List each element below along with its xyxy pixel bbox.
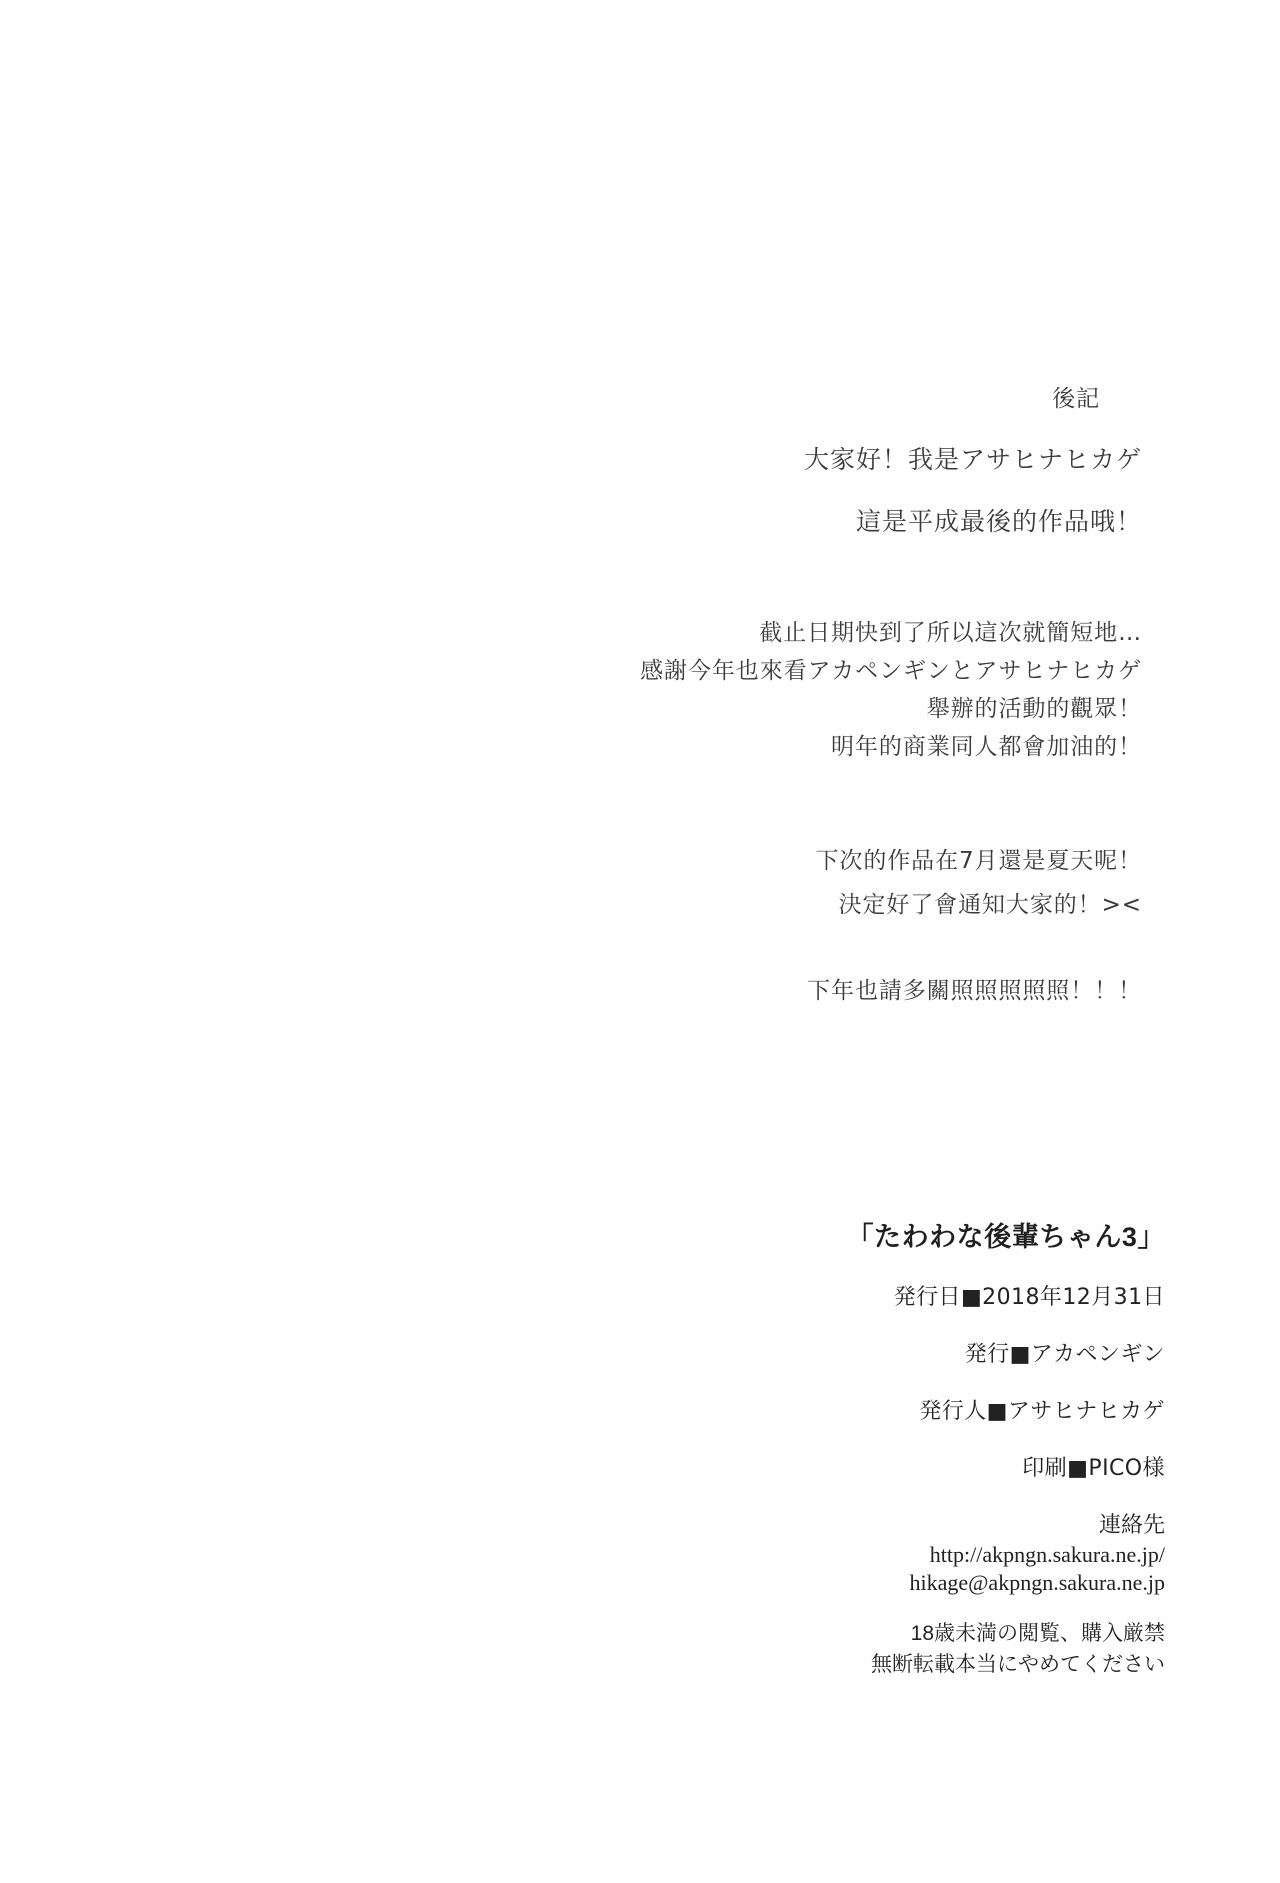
colophon-reprint-warning: 無断転載本当にやめてください: [871, 1652, 1165, 1676]
colophon-email-address[interactable]: hikage@akpngn.sakura.ne.jp: [909, 1570, 1165, 1596]
afterword-greeting-line-1: 大家好！我是アサヒナヒカゲ: [803, 445, 1142, 474]
afterword-body-line-2: 感謝今年也來看アカペンギンとアサヒナヒカゲ: [640, 658, 1142, 684]
afterword-greeting-line-2: 這是平成最後的作品哦！: [855, 507, 1142, 536]
colophon-publisher-person: 発行人■アサヒナヒカゲ: [919, 1399, 1165, 1424]
colophon-printer: 印刷■PICO様: [1022, 1456, 1165, 1481]
colophon-title: 「たわわな後輩ちゃん3」: [846, 1222, 1165, 1252]
colophon-contact-label: 連絡先: [1098, 1512, 1165, 1537]
afterword-body-line-1: 截止日期快到了所以這次就簡短地…: [759, 620, 1142, 646]
afterword-next-line-1: 下次的作品在7月還是夏天呢！: [815, 848, 1142, 874]
colophon-publisher: 発行■アカペンギン: [964, 1342, 1165, 1367]
colophon-publish-date: 発行日■2018年12月31日: [893, 1285, 1165, 1310]
afterword-body-line-3: 舉辦的活動的觀眾！: [926, 696, 1142, 722]
afterword-heading: 後記: [1052, 386, 1100, 412]
colophon-website-url[interactable]: http://akpngn.sakura.ne.jp/: [929, 1542, 1165, 1567]
afterword-closing-line: 下年也請多關照照照照照！！！: [807, 978, 1142, 1004]
colophon-section: [0, 1215, 1165, 1680]
afterword-body-line-4: 明年的商業同人都會加油的！: [831, 734, 1142, 760]
colophon-age-warning: 18歳未満の閲覧、購入厳禁: [910, 1622, 1165, 1646]
afterword-next-line-2: 決定好了會通知大家的！><: [838, 892, 1142, 918]
